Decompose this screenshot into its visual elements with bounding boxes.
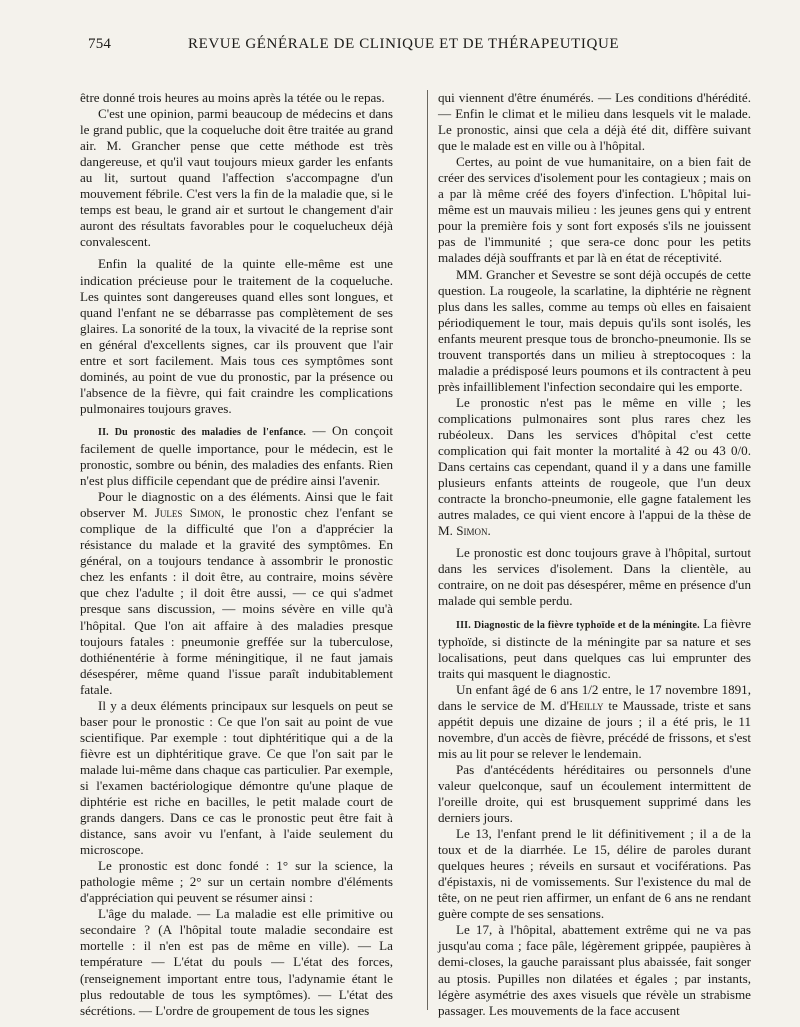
section-paragraph [438, 616, 751, 682]
section-paragraph [80, 423, 393, 489]
paragraph [80, 489, 393, 698]
paragraph: Le 13, l'enfant prend le lit définitivement ; il a de la toux et de la diarrhée. Le 15, délire de paroles durant quelques heures ; réveils en sursaut et vociférations. Pas d'épistaxis, ni de vomissements. Sur l'existence du mal de tête, on ne peut rien affirmer, un enfant de 6 ans ne rendant guère compte de ses sensations. [438, 826, 751, 922]
author-name: Jules Simon [154, 505, 222, 521]
section-heading: III. Diagnostic de la fièvre typhoïde et de la méningite. [456, 619, 700, 631]
paragraph-text: Pour le diagnostic on a des éléments. Ainsi que le fait observer M. [80, 489, 393, 521]
running-title: REVUE GÉNÉRALE DE CLINIQUE ET DE THÉRAPEUTIQUE [188, 36, 620, 52]
author-name: Simon [456, 523, 488, 539]
paragraph-text: La fièvre typhoïde, si distincte de la méningite par sa nature et ses localisations, peut dans quelques cas lui emprunter des traits qui masquent le diagnostic. [438, 615, 752, 681]
paragraph-text: , le pronostic chez l'enfant se complique de la difficulté que l'on a d'apprécier la résistance du malade et la gravité des symptômes. En général, on a toujours tendance à assombrir le pronostic chez les enfants : il doit être, au contraire, moins sévère que chez l'adulte ; il doit être aussi, — ce qui s'admet presque sans discussion, — moins sévère en ville qu'à l'hôpital. Que l'on ait affaire à des maladies presque toujours fatales : pneumonie greffée sur la tuberculose, dothiénentérie à forme méningitique, il ne faut jamais désespérer, même quand l'issue paraît indubitablement fatale. [80, 505, 393, 697]
paragraph: Il y a deux éléments principaux sur lesquels on peut se baser pour le pronostic : Ce que l'on sait au point de vue scientifique. Par exemple : tout diphtéritique qui a de la fièvre est un diphtéritique grave. Ce que l'on sait par le malade lui-même dans chaque cas particulier. Par exemple, si l'examen bactériologique démontre qu'une plaque de diphtérie est riche en bacilles, le petit malade court de grands dangers. Dans ce cas le pronostic peut être fait à distance, sans avoir vu l'enfant, à l'aide seulement du microscope. [80, 697, 393, 858]
paragraph: Pas d'antécédents héréditaires ou personnels d'une valeur quelconque, sauf un écoulement intermittent de l'oreille droite, qui est brusquement supprimé dans les derniers jours. [438, 761, 751, 826]
paragraph-text: te Maussade, triste et sans appétit depuis une dizaine de jours ; il a été pris, le 11 novembre, d'un accès de fièvre, précédé de frissons, et s'est mis au lit pour se relever le lendemain. [438, 697, 751, 761]
author-name: Heilly [568, 697, 604, 713]
paragraph: Le pronostic est donc toujours grave à l'hôpital, surtout dans les services d'isolement. Dans la clientèle, au contraire, on ne doit pas désespérer, même en présence d'un malade qui semble perdu. [438, 545, 751, 609]
page-number: 754 [88, 36, 112, 52]
paragraph: être donné trois heures au moins après la tétée ou le repas. [80, 90, 385, 105]
paragraph [438, 395, 751, 539]
left-column [80, 90, 393, 1019]
right-column [438, 90, 751, 1019]
paragraph-text: Le pronostic n'est pas le même en ville ; les complications pulmonaires sont plus rares chez les rubéoleux. Dans les services d'hôpital c'est cette complication qui fait monter la mortalité à 42 ou 43 0/0. Dans certains cas cependant, quand il y a dans une famille plusieurs enfants atteints de rougeole, que l'un deux contracte la broncho-pneumonie, elle gagne fatalement les autres malades, ce qui vient encore à l'appui de la thèse de M. [438, 394, 751, 539]
section-heading: II. Du pronostic des maladies de l'enfance. [98, 426, 307, 438]
paragraph [438, 682, 751, 762]
paragraph: Le pronostic est donc fondé : 1° sur la science, la pathologie même ; 2° sur un certain nombre d'éléments d'appréciation qui peuvent se résumer ainsi : [80, 858, 393, 906]
column-divider [427, 90, 428, 1010]
paragraph: Certes, au point de vue humanitaire, on a bien fait de créer des services d'isolement pour les contagieux ; mais on a par là même créé des foyers d'infection. L'hôpital lui-même est un mauvais milieu : les jeunes gens qui y entrent pour la première fois y sont fort exposés s'ils ne jouissent pas de l'immunité ; que sera-ce donc pour les petits malades déjà souffrants et par là en état de réceptivité. [438, 154, 751, 266]
paragraph-text: . [487, 523, 491, 539]
paragraph: L'âge du malade. — La maladie est elle primitive ou secondaire ? (A l'hôpital toute maladie secondaire est mortelle : il n'en est pas de même en ville). — La température — L'état du pouls — L'état des forces, (renseignement important entre tous, l'adynamie étant le plus redoutable de tous les symptômes). — L'état des sécrétions. — L'ordre de groupement de tous les signes [80, 906, 393, 1018]
paragraph-text: — On conçoit facilement de quelle importance, pour le médecin, est le pronostic, sombre ou bénin, des maladies des enfants. Rien n'est plus difficile cependant que de prédire ainsi l'avenir. [80, 422, 393, 489]
page-header [88, 36, 768, 58]
paragraph: C'est une opinion, parmi beaucoup de médecins et dans le grand public, que la coqueluche doit être traitée au grand air. M. Grancher pense que cette méthode est très dangereuse, et qu'il vaut toujours mieux garder les enfants au lit, surtout quand l'affection s'accompagne d'un mouvement fébrile. C'est vers la fin de la maladie que, si le temps est beau, le grand air et surtout le changement d'air auront des résultats favorables pour le coquelucheux déjà convalescent. [80, 106, 393, 250]
paragraph-text: Un enfant âgé de 6 ans 1/2 entre, le 17 novembre 1891, dans le service de M. d' [438, 681, 751, 713]
paragraph: MM. Grancher et Sevestre se sont déjà occupés de cette question. La rougeole, la scarlatine, la diphtérie ne règnent plus dans les salles, comme au temps où elles en faisaient périodiquement le tour, mais depuis qu'ils sont isolés, les enfants meurent presque tous de broncho-pneumonie. Ils se trouvent transportés dans un milieu à streptocoques : la maladie a prédisposé leurs poumons et ils contractent à peu près infailliblement l'infection secondaire qui les emporte. [438, 266, 751, 394]
paragraph: Enfin la qualité de la quinte elle-même est une indication précieuse pour le traitement de la coqueluche. Les quintes sont dangereuses quand elles sont longues, et quand l'enfant ne se débarrasse pas complètement de ses glaires. La sonorité de la toux, la vivacité de la reprise sont en général d'excellents signes, car ils prouvent que l'air entre et sort facilement. Mais tous ces symptômes sont dominés, au point de vue du pronostic, par la présence ou l'absence de la fièvre, qui fait craindre les complications pulmonaires toujours graves. [80, 256, 393, 416]
paragraph: Le 17, à l'hôpital, abattement extrême qui ne va pas jusqu'au coma ; face pâle, légèrement grippée, paupières à demi-closes, la gauche paraissant plus abaissée, fait songer au ptosis. Pupilles non dilatées et égales ; par instants, légère asymétrie des axes visuels que révèle un strabisme passager. Les mouvements de la face accusent [438, 922, 751, 1018]
paragraph: qui viennent d'être énumérés. — Les conditions d'hérédité. — Enfin le climat et le milieu dans lesquels vit le malade. Le pronostic, ainsi que cela a déjà été dit, diffère suivant que le malade est en ville ou à l'hôpital. [438, 90, 751, 154]
